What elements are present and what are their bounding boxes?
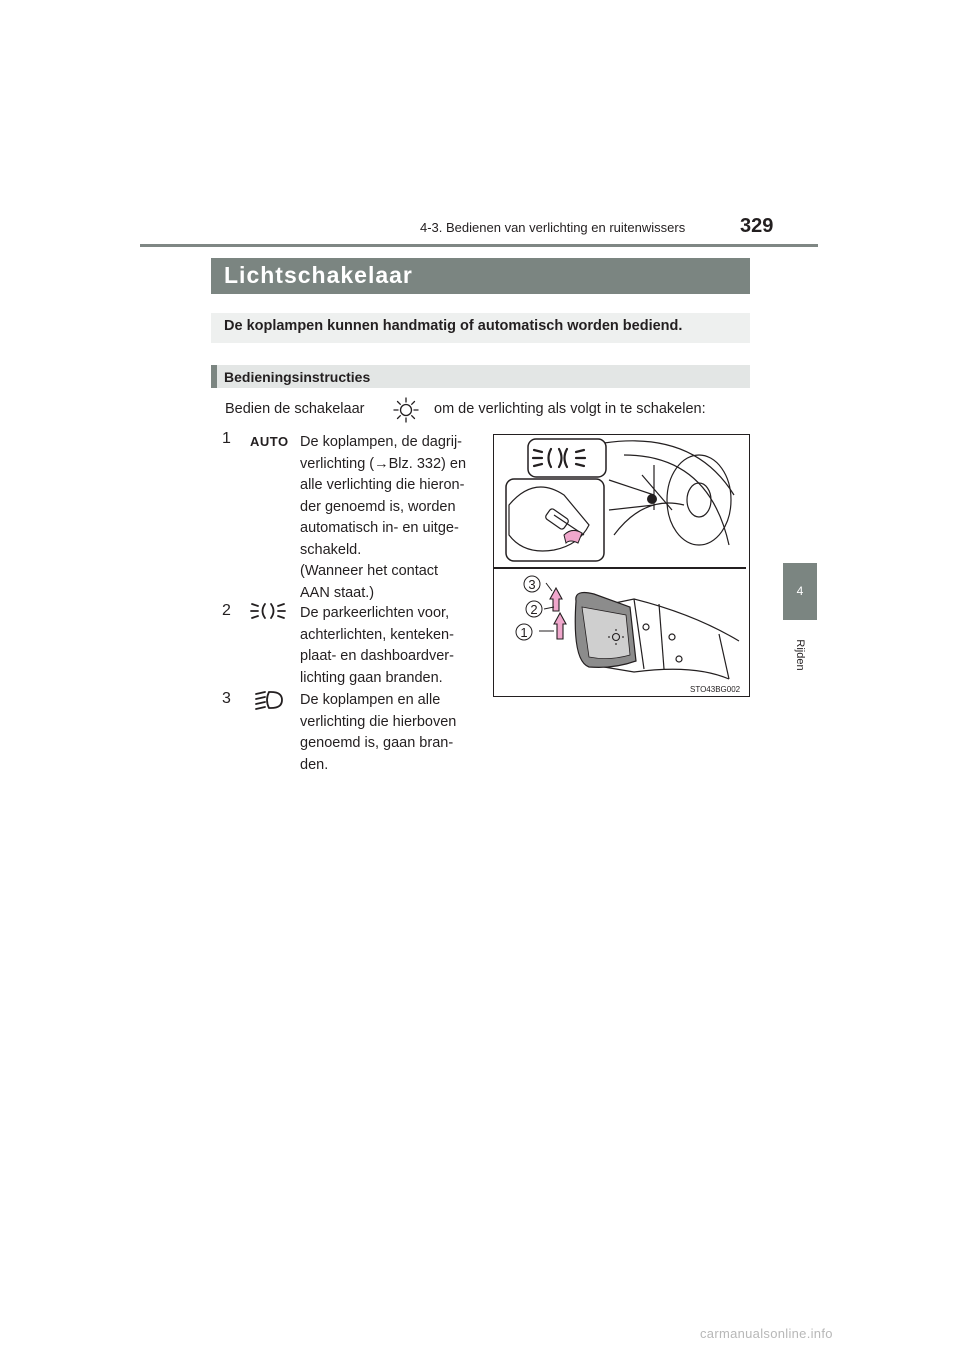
watermark: carmanualsonline.info xyxy=(700,1326,833,1341)
section-title: Lichtschakelaar xyxy=(224,262,413,288)
page-number: 329 xyxy=(740,215,774,237)
auto-symbol-label: AUTO xyxy=(250,434,289,449)
item-1-line: verlichting (→Blz. 332) en xyxy=(300,455,467,472)
figure-callout-3: 3 xyxy=(528,577,536,592)
light-switch-lever-illustration xyxy=(494,569,749,684)
figure-callout-2: 2 xyxy=(530,602,538,617)
item-number-1: 1 xyxy=(222,430,231,447)
item-1-line: (Wanneer het contact xyxy=(300,563,439,579)
figure-code: STO43BG002 xyxy=(690,685,741,694)
parking-lights-icon xyxy=(250,600,286,622)
subsection-title: Bedieningsinstructies xyxy=(224,369,371,385)
item-1-line: der genoemd is, worden xyxy=(300,498,456,515)
item-2-line: plaat- en dashboardver- xyxy=(300,648,454,664)
item-3-description xyxy=(300,690,480,776)
headlight-switch-knob-icon xyxy=(392,396,420,424)
subsection-accent xyxy=(211,365,217,388)
steering-column-illustration xyxy=(494,435,749,567)
chapter-label: Rijden xyxy=(794,639,806,671)
running-header-section: 4-3. Bedienen van verlichting en ruitenwissers xyxy=(420,220,686,235)
figure-callout-1: 1 xyxy=(520,625,528,640)
item-1-line: AAN staat.) xyxy=(300,584,375,601)
item-1-line: automatisch in- en uitge- xyxy=(300,520,459,536)
chapter-tab: 4 xyxy=(783,563,817,620)
item-1-description xyxy=(300,432,480,604)
item-3-line: verlichting die hierboven xyxy=(300,713,457,730)
item-1-line: schakeld. xyxy=(300,541,362,558)
item-3-line: genoemd is, gaan bran- xyxy=(300,735,454,751)
item-3-line: De koplampen en alle xyxy=(300,692,441,708)
item-number-2: 2 xyxy=(222,602,231,619)
headlights-icon xyxy=(254,689,284,711)
item-2-description xyxy=(300,603,480,689)
item-1-line: alle verlichting die hieron- xyxy=(300,477,465,493)
item-2-line: lichting gaan branden. xyxy=(300,669,443,686)
header-rule xyxy=(140,244,818,247)
instruction-text-after: om de verlichting als volgt in te schakelen: xyxy=(434,401,706,417)
item-2-line: De parkeerlichten voor, xyxy=(300,605,450,621)
item-1-line: De koplampen, de dagrij- xyxy=(300,434,463,450)
item-number-3: 3 xyxy=(222,690,231,707)
item-2-line: achterlichten, kenteken- xyxy=(300,626,454,643)
intro-text: De koplampen kunnen handmatig of automatisch worden bediend. xyxy=(224,318,683,334)
instruction-text-before: Bedien de schakelaar xyxy=(225,401,365,417)
item-3-line: den. xyxy=(300,756,329,773)
